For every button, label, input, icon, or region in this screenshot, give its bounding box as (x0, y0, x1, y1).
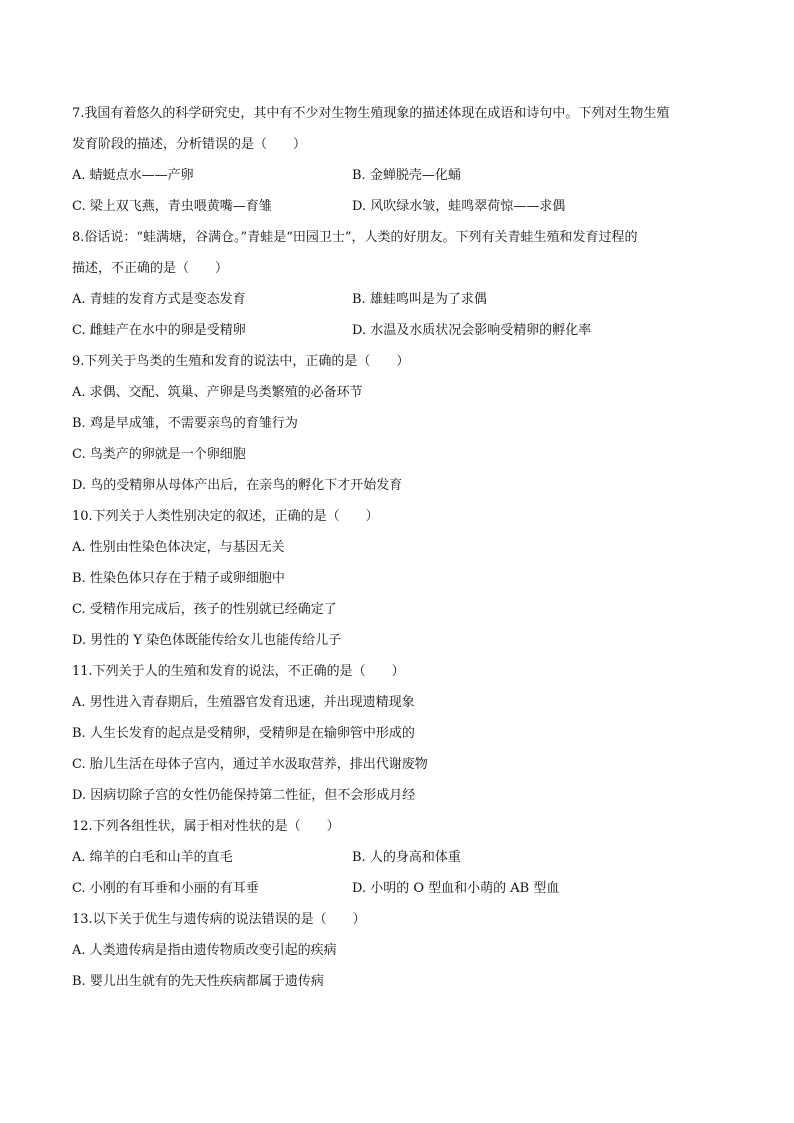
option-c: C. 梁上双飞燕，青虫喂黄嘴—育雏 (72, 199, 272, 214)
option-b: B. 性染色体只存在于精子或卵细胞中 (72, 571, 285, 586)
option-row (72, 160, 732, 191)
option-d: D. 男性的 Y 染色体既能传给女儿也能传给儿子 (72, 633, 342, 648)
question-7 (72, 98, 732, 222)
option-a: A. 人类遗传病是指由遗传物质改变引起的疾病 (72, 943, 337, 958)
option-row (72, 284, 732, 315)
option-a: A. 绵羊的白毛和山羊的直毛 (72, 850, 233, 865)
option-a: A. 男性进入青春期后，生殖器官发育迅速，并出现遗精现象 (72, 695, 415, 710)
option-b: B. 金蝉脱壳—化蛹 (352, 168, 461, 183)
question-stem-line: 7.我国有着悠久的科学研究史，其中有不少对生物生殖现象的描述体现在成语和诗句中。下列对生物生殖 (72, 106, 670, 121)
option-a: A. 蜻蜓点水——产卵 (72, 168, 194, 183)
option-row (72, 191, 732, 222)
option-a: A. 求偶、交配、筑巢、产卵是鸟类繁殖的必备环节 (72, 385, 363, 400)
question-8 (72, 222, 732, 346)
option-b: B. 人生长发育的起点是受精卵，受精卵是在输卵管中形成的 (72, 726, 415, 741)
option-row (72, 842, 732, 873)
option-row (72, 873, 732, 904)
option-row (72, 315, 732, 346)
option-c: C. 小刚的有耳垂和小丽的有耳垂 (72, 881, 259, 896)
question-10 (72, 501, 732, 656)
option-b: B. 鸡是早成雏，不需要亲鸟的育雏行为 (72, 416, 298, 431)
option-c: C. 受精作用完成后，孩子的性别就已经确定了 (72, 602, 337, 617)
option-c: C. 胎儿生活在母体子宫内，通过羊水汲取营养，排出代谢废物 (72, 757, 428, 772)
option-c: C. 雌蛙产在水中的卵是受精卵 (72, 323, 246, 338)
question-12 (72, 811, 732, 904)
question-9 (72, 346, 732, 501)
option-d: D. 小明的 O 型血和小萌的 AB 型血 (352, 881, 560, 896)
question-stem-line: 8.俗话说：“蛙满塘，谷满仓。”青蛙是“田园卫士”，人类的好朋友。下列有关青蛙生殖和发育过程的 (72, 230, 638, 245)
question-11 (72, 656, 732, 811)
option-a: A. 性别由性染色体决定，与基因无关 (72, 540, 285, 555)
option-a: A. 青蛙的发育方式是变态发育 (72, 292, 246, 307)
option-d: D. 风吹绿水皱，蛙鸣翠荷惊——求偶 (352, 199, 566, 214)
option-b: B. 婴儿出生就有的先天性疾病都属于遗传病 (72, 974, 324, 989)
question-stem-line: 描述，不正确的是（ ） (72, 261, 229, 276)
question-stem-line: 13.以下关于优生与遗传病的说法错误的是（ ） (72, 912, 366, 927)
question-13 (72, 904, 732, 997)
option-b: B. 雄蛙鸣叫是为了求偶 (352, 292, 487, 307)
question-stem-line: 11.下列关于人的生殖和发育的说法，不正确的是（ ） (72, 664, 405, 679)
question-stem-line: 9.下列关于鸟类的生殖和发育的说法中，正确的是（ ） (72, 354, 410, 369)
question-stem-line: 12.下列各组性状，属于相对性状的是（ ） (72, 819, 340, 834)
option-d: D. 因病切除子宫的女性仍能保持第二性征，但不会形成月经 (72, 788, 416, 803)
option-d: D. 鸟的受精卵从母体产出后，在亲鸟的孵化下才开始发育 (72, 478, 403, 493)
option-b: B. 人的身高和体重 (352, 850, 461, 865)
option-c: C. 鸟类产的卵就是一个卵细胞 (72, 447, 246, 462)
option-d: D. 水温及水质状况会影响受精卵的孵化率 (352, 323, 592, 338)
question-stem-line: 发育阶段的描述，分析错误的是（ ） (72, 137, 307, 152)
question-stem-line: 10.下列关于人类性别决定的叙述，正确的是（ ） (72, 509, 379, 524)
